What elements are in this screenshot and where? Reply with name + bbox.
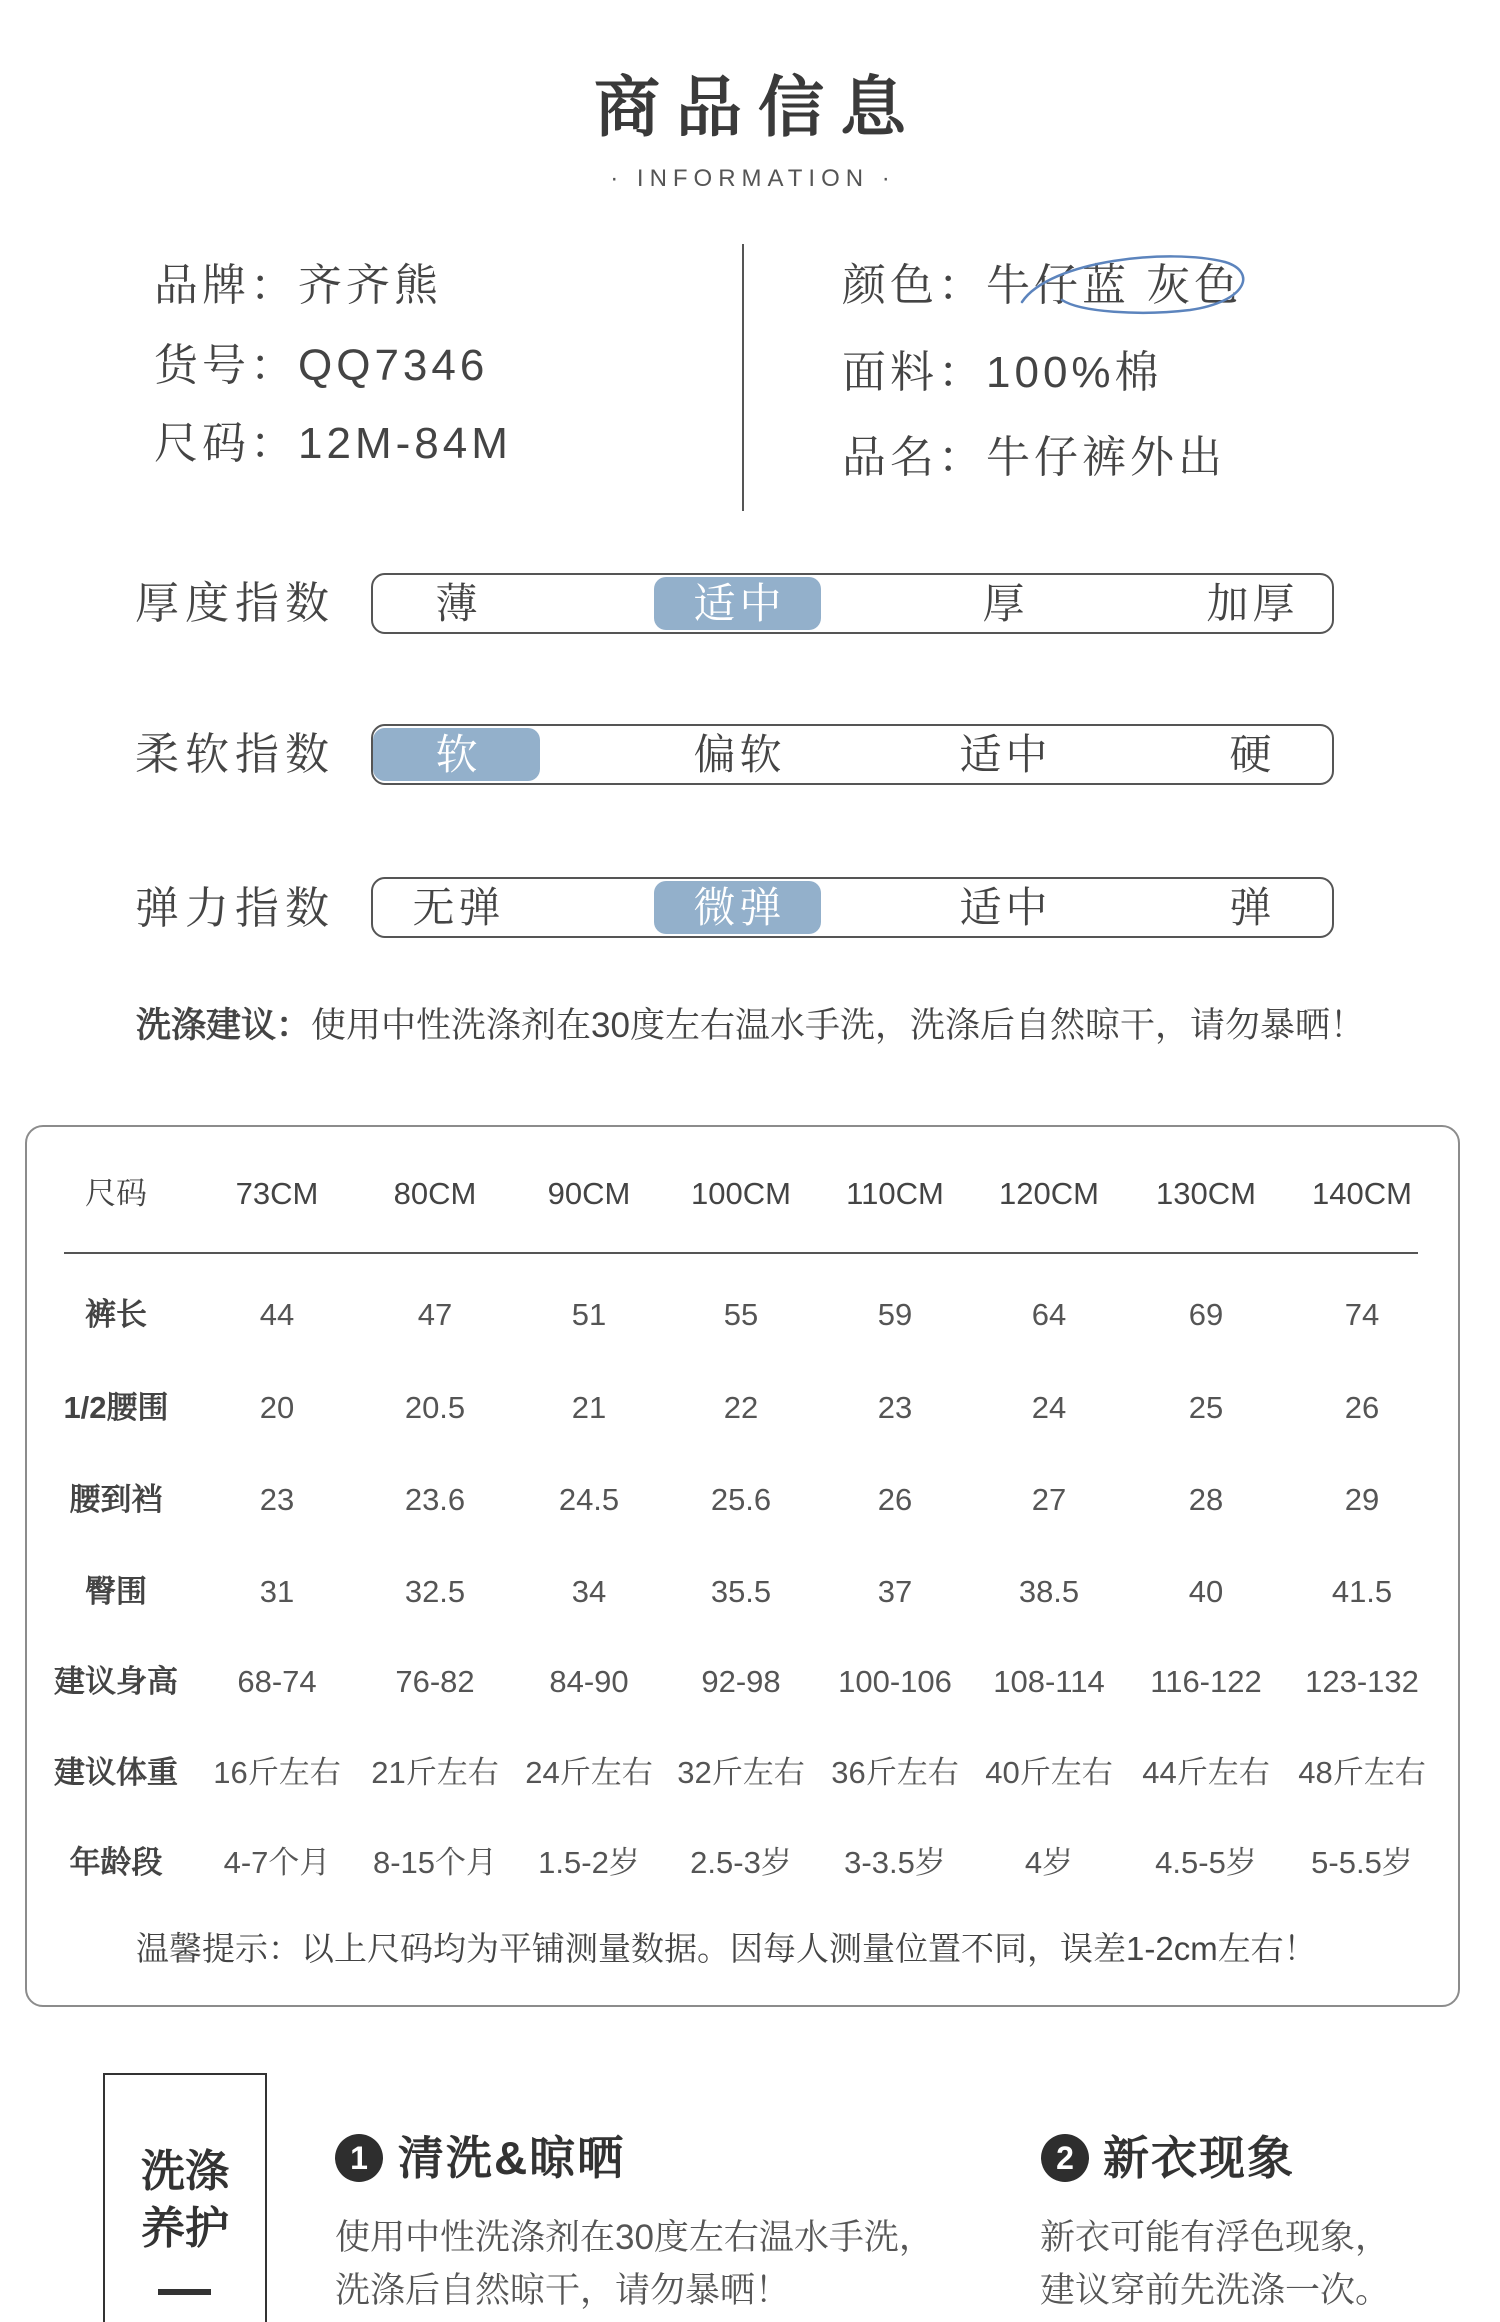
header-cell: 140CM <box>1312 1176 1412 1211</box>
table-cell: 44 <box>259 1297 295 1332</box>
scale-option: 无弹 <box>412 884 505 931</box>
scale-option: 适中 <box>959 731 1052 778</box>
table-cell: 59 <box>877 1297 913 1332</box>
size-table-note-label: 温馨提示： <box>136 1930 301 1967</box>
info-divider <box>742 244 744 511</box>
scale-option: 薄 <box>435 580 482 627</box>
table-row <box>27 1291 1458 1339</box>
table-cell: 123-132 <box>1305 1664 1419 1699</box>
info-product-name <box>842 432 1226 484</box>
table-cell: 51 <box>571 1297 607 1332</box>
thickness-index-scale <box>371 573 1334 634</box>
scale-option: 加厚 <box>1206 580 1299 627</box>
table-cell: 8-15个月 <box>372 1845 498 1880</box>
header-cell: 100CM <box>691 1176 791 1211</box>
row-label: 臀围 <box>85 1574 147 1609</box>
table-cell: 74 <box>1344 1297 1380 1332</box>
table-cell: 28 <box>1188 1482 1224 1517</box>
row-label: 建议身高 <box>54 1664 178 1699</box>
care-tag-line: 洗涤 <box>141 2147 229 2196</box>
row-label: 1/2腰围 <box>63 1390 169 1425</box>
table-cell: 4-7个月 <box>223 1845 331 1880</box>
table-cell: 16斤左右 <box>213 1755 341 1790</box>
table-cell: 4岁 <box>1024 1845 1074 1880</box>
scale-option: 硬 <box>1229 731 1276 778</box>
info-value: 牛仔蓝 灰色 <box>986 261 1243 310</box>
table-cell: 23 <box>259 1482 295 1517</box>
table-cell: 32.5 <box>404 1574 466 1609</box>
table-cell: 24.5 <box>558 1482 620 1517</box>
table-cell: 41.5 <box>1331 1574 1393 1609</box>
table-cell: 64 <box>1031 1297 1067 1332</box>
wash-advice <box>136 1002 1365 1050</box>
info-value: 12M-84M <box>298 419 512 468</box>
scale-option: 适中 <box>959 884 1052 931</box>
table-cell: 47 <box>417 1297 453 1332</box>
page-title: 商品信息 <box>594 70 922 144</box>
table-cell: 84-90 <box>549 1664 629 1699</box>
table-cell: 36斤左右 <box>831 1755 959 1790</box>
info-label: 颜色： <box>842 261 986 310</box>
table-cell: 21 <box>571 1390 607 1425</box>
care-section-title: 清洗&晾晒 <box>398 2132 626 2184</box>
table-row <box>27 1384 1458 1432</box>
header-cell: 120CM <box>999 1176 1099 1211</box>
info-item-number <box>154 340 488 392</box>
info-value: 牛仔裤外出 <box>986 433 1226 482</box>
number-badge-icon: 2 <box>1041 2134 1089 2182</box>
info-size-range <box>154 418 512 470</box>
size-table-note <box>136 1925 1317 1973</box>
info-label: 尺码： <box>154 419 298 468</box>
table-cell: 26 <box>877 1482 913 1517</box>
table-header-rule <box>64 1252 1418 1254</box>
scale-option: 软 <box>373 728 540 781</box>
table-cell: 34 <box>571 1574 607 1609</box>
header-cell: 90CM <box>547 1176 631 1211</box>
info-material <box>842 347 1163 399</box>
table-cell: 37 <box>877 1574 913 1609</box>
care-tag-line: 养护 <box>141 2204 229 2253</box>
care-section-title: 新衣现象 <box>1103 2132 1295 2184</box>
row-label: 裤长 <box>85 1297 147 1332</box>
wash-advice-label: 洗涤建议： <box>136 1006 312 1045</box>
wash-advice-text: 使用中性洗涤剂在30度左右温水手洗，洗涤后自然晾干，请勿暴晒！ <box>311 1006 1365 1045</box>
table-cell: 21斤左右 <box>371 1755 499 1790</box>
info-brand <box>154 260 442 312</box>
size-table-note-text: 以上尺码均为平铺测量数据。因每人测量位置不同，误差1-2cm左右！ <box>301 1930 1317 1967</box>
table-cell: 116-122 <box>1150 1664 1262 1699</box>
table-cell: 22 <box>723 1390 759 1425</box>
care-section-text: 新衣可能有浮色现象， <box>1040 2218 1391 2257</box>
info-value: QQ7346 <box>298 341 489 390</box>
table-cell: 40 <box>1188 1574 1224 1609</box>
page-subtitle: · INFORMATION · <box>610 165 896 192</box>
table-cell: 76-82 <box>395 1664 475 1699</box>
table-cell: 1.5-2岁 <box>538 1845 640 1880</box>
table-header-row <box>27 1170 1458 1218</box>
table-row <box>27 1749 1458 1797</box>
table-cell: 31 <box>259 1574 295 1609</box>
table-cell: 48斤左右 <box>1298 1755 1426 1790</box>
info-label: 品牌： <box>154 261 298 310</box>
header-cell: 73CM <box>235 1176 319 1211</box>
scale-option: 弹 <box>1229 884 1276 931</box>
header-cell: 80CM <box>393 1176 477 1211</box>
care-section-text: 建议穿前先洗涤一次。 <box>1040 2271 1391 2310</box>
table-cell: 55 <box>723 1297 759 1332</box>
info-label: 面料： <box>842 348 986 397</box>
header-cell-size: 尺码 <box>85 1176 147 1211</box>
softness-index-scale <box>371 724 1334 785</box>
elasticity-index-scale <box>371 877 1334 938</box>
table-row <box>27 1658 1458 1706</box>
scale-option: 厚 <box>982 580 1029 627</box>
header-cell: 130CM <box>1156 1176 1256 1211</box>
table-cell: 35.5 <box>710 1574 772 1609</box>
number-badge-icon: 1 <box>335 2134 383 2182</box>
row-label: 腰到裆 <box>69 1482 163 1517</box>
info-label: 货号： <box>154 341 298 390</box>
elasticity-index-label: 弹力指数 <box>135 884 335 933</box>
table-cell: 20 <box>259 1390 295 1425</box>
info-value: 100%棉 <box>986 348 1163 397</box>
care-tag-dash <box>158 2289 211 2295</box>
care-section-text: 洗涤后自然晾干，请勿暴晒！ <box>335 2271 791 2310</box>
table-cell: 2.5-3岁 <box>690 1845 792 1880</box>
thickness-index-label: 厚度指数 <box>135 579 335 628</box>
care-section-text: 使用中性洗涤剂在30度左右温水手洗， <box>335 2218 934 2257</box>
table-cell: 44斤左右 <box>1142 1755 1270 1790</box>
row-label: 建议体重 <box>54 1755 178 1790</box>
info-value: 齐齐熊 <box>298 261 442 310</box>
info-label: 品名： <box>842 433 986 482</box>
table-cell: 69 <box>1188 1297 1224 1332</box>
table-cell: 25.6 <box>710 1482 772 1517</box>
table-cell: 4.5-5岁 <box>1155 1845 1257 1880</box>
table-cell: 29 <box>1344 1482 1380 1517</box>
table-cell: 23 <box>877 1390 913 1425</box>
table-cell: 25 <box>1188 1390 1224 1425</box>
table-cell: 32斤左右 <box>677 1755 805 1790</box>
table-cell: 5-5.5岁 <box>1311 1845 1413 1880</box>
table-cell: 23.6 <box>404 1482 466 1517</box>
table-row <box>27 1568 1458 1616</box>
table-cell: 3-3.5岁 <box>844 1845 946 1880</box>
softness-index-label: 柔软指数 <box>135 730 335 779</box>
scale-option: 适中 <box>654 577 821 630</box>
care-tag <box>103 2073 267 2322</box>
table-cell: 24斤左右 <box>525 1755 653 1790</box>
size-table <box>25 1125 1460 2007</box>
row-label: 年龄段 <box>69 1845 163 1880</box>
table-cell: 24 <box>1031 1390 1067 1425</box>
table-cell: 100-106 <box>838 1664 952 1699</box>
table-cell: 40斤左右 <box>985 1755 1113 1790</box>
table-row <box>27 1476 1458 1524</box>
table-row <box>27 1839 1458 1887</box>
table-cell: 92-98 <box>701 1664 781 1699</box>
scale-option: 偏软 <box>693 731 786 778</box>
table-cell: 20.5 <box>404 1390 466 1425</box>
table-cell: 68-74 <box>237 1664 317 1699</box>
header-cell: 110CM <box>846 1176 944 1211</box>
scale-option: 微弹 <box>654 881 821 934</box>
table-cell: 26 <box>1344 1390 1380 1425</box>
table-cell: 108-114 <box>993 1664 1105 1699</box>
table-cell: 38.5 <box>1018 1574 1080 1609</box>
table-cell: 27 <box>1031 1482 1067 1517</box>
handwritten-circle-annotation <box>1010 240 1270 330</box>
